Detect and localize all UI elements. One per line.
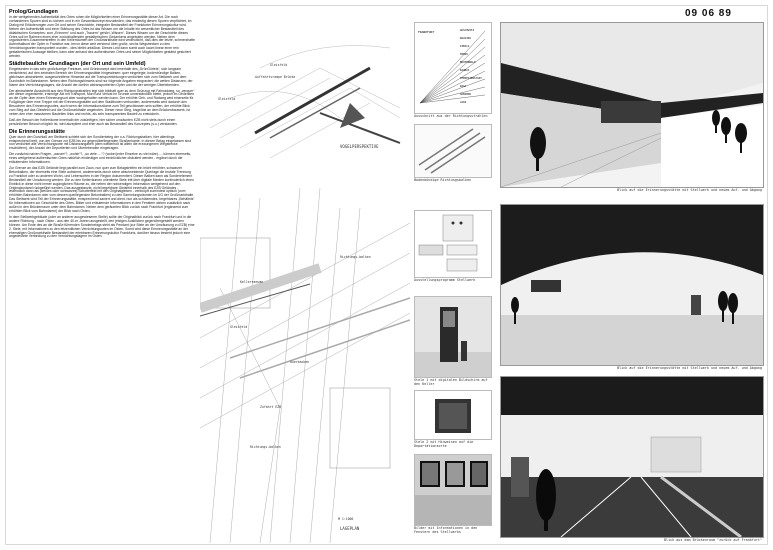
map-label-birdseye: VOGELPERSPEKTIVE xyxy=(340,144,379,149)
ray-destinations xyxy=(460,28,482,104)
section-body-urban-1: Eingebunden in das sehr großräumige Freiraum- und Grünkonzept wird innerhalb des „GrünGürtels“, sich langsam verdichtend, auf den zentralen Bereich der Erinnerungsstätte hingewiesen: quer eingelegte, bodenbündige Balken, gleichsam abstrahierte, ausgeschnittene Hinweise auf die Transportrichtungen verdichten sich zum Stellwerk und dem Durchstich im Bahndamm. Neben dem Richtungshinweis sind nur folgende Angaben eingraviert: die weiten Distanzen, der Name des Vernichtungslagers, die Anzahl der dorthin abtransportierten Opfer und die der wenigen Überlebenden. xyxy=(9,66,193,87)
render-view-1 xyxy=(500,22,764,188)
section-title-urban: Städtebauliche Grundlagen (der Ort und sein Umfeld) xyxy=(9,60,146,67)
render-3-image xyxy=(501,377,763,537)
render-2-image xyxy=(501,205,763,365)
site-plan-drawing xyxy=(200,8,410,543)
section-body-urban-3: Daß der Besuch der Kellerräume innerhalb der zukünftigen, hier sicher umzäunten EZB nicht stets durch einen persönlichen Besuch möglich ist, wird akzeptiert und eher auch als Bestandteil des Konzeptes (s.u.) verstanden. xyxy=(9,117,178,126)
caption-render-2: Blick auf die Erinnerungsstätte mit Stellwerk und neuem Auf- und Abgang xyxy=(617,366,762,370)
dest-4: MINSK xyxy=(460,53,468,56)
balken-diagram xyxy=(415,125,491,177)
render-view-3 xyxy=(500,376,764,538)
caption-balken: Bodenbündige Richtungsbalken xyxy=(414,178,472,182)
map-label-8: Auerbacken xyxy=(290,360,310,364)
birdseye-sketch xyxy=(210,46,400,159)
dest-5: BUCHENWALD xyxy=(460,61,476,64)
ray-lines xyxy=(420,31,485,103)
balken-stripes xyxy=(419,129,485,173)
image-windows xyxy=(414,454,492,526)
diagram-rays xyxy=(414,22,492,114)
dest-10: LODZ xyxy=(460,101,467,104)
map-label-2: Auffahrtsrampe Brücke xyxy=(255,75,296,79)
sheet-number: 09 06 89 xyxy=(685,8,732,19)
map-label-3: Gleisfeld xyxy=(218,97,236,101)
section-body-memorial-1: Quer durch den Durchlaß am Stellwerk schiebt sich der Sondierbeleg der o.a. Richtungsbalken, hier allerdings entsprechend breit, von der Grenze zur EZB bis zur gegenüberliegenden Straßenkante. In diesen Belag eingelassen sind nun verdichtet alle Vernichtungsorte mit Distanzangaben (dem wiederholt ist allein die erzwungenen Wegstrecke erschüttern), der Anzahl der Deportierten und Überlebenden eingetragen. xyxy=(9,134,192,151)
map-label-10: Richtungs-balken xyxy=(250,445,281,449)
image-stele-1 xyxy=(414,296,492,378)
dest-2: RAASIKU xyxy=(460,37,471,40)
map-label-lageplan: LAGEPLAN xyxy=(340,526,360,531)
caption-windows: Bilder mit Informationen in den Fenstern des Stellwerks xyxy=(414,526,478,534)
plan-lines xyxy=(200,188,410,543)
section-body-memorial-2: Die zunächst naiven Fragen, „warum“?, „wohin“?, „so viele.....“? (wobei jeder Einzelne zu viel wäre)..... können einerseits, eines weitgehend authentischen Ortes natürlich eindeutiger und eindrücklicher diskutiert werden - ergänzt durch die erläuternden Informationen. xyxy=(9,152,192,165)
caption-render-1: Blick auf die Erinnerungsstätte mit Stellwerk und neuem Auf- und Abgang xyxy=(617,188,762,192)
dest-3: IZBICA xyxy=(460,45,470,48)
caption-stele-2: Stele 2 mit Hinweisen auf die Deportationsorte xyxy=(414,440,474,448)
dest-8: RIGA xyxy=(460,85,467,88)
section-body-prolog: In der weitgehenden Authentizität des Ortes ruhen die Möglichkeiten einer Erinnerungsstätte dieser Art. Die noch vorhandenen Spuren sind zu sichern und in ein Gesamtkonzept einzubinden, das eindeutig diesen Spuren verpflichtet, im Dialog mit Erläuterungen zum Ort und seiner Geschichte, integraler Bestandteil der Frankfurter Erinnerungskultur wird. Neben der Authentizität und einer Stärkung des Ortes ist das Wissen um die Inhalte ein wesentlicher Bestandteil des didaktischen Konzeptes: zum „Erinnern“ und auch „Trauern“ gehört „Wissen“. Dieses Wissen um die Geschichte dieses Ortes soll im Rahmen eines eher zurückhaltenden gestalterischen Gedankens angeboten werden. Neben dem organisierten Zusammentreffen in den Kellerräumen der Großmarkthalle wird verdeutlicht, daß dies der letzte, schmerzhafte Aufenthaltsort der Opfer in Frankfurt war, bevor diese weit verstreut über große, sechs Wegstrecken zu den Vernichtungsorten transportiert wurden - dies bleibt unfaßbar. Dieses Leid kann somit auch kaum linear einer rein gestalterischen Aussage bleiben, kann aber anhand des authentischen Ortes und seiner Möglichkeiten gestärkt gesichert werden. xyxy=(9,15,195,59)
section-title-prolog: Prolog/Grundlagen xyxy=(9,9,58,15)
caption-render-3: Blick aus dem Brückenraum "zurück auf Frankfurt" xyxy=(664,538,762,542)
dest-6: KAUNAS xyxy=(460,69,470,72)
section-body-memorial-3: Zur Grenze an das EZB Gelände liegt parallel zum Zaun, nun quer zum Belagstreifen ein leicht erhöhter, schwarzer Betonbalken, der einerseits eine Stele aufnimmt, andererseits durch seine abschneidende Querlage die brutale Trennung zu Frankfurt oder zu anderen Wohn- und Lebensorten in der Region dokumentiert. Dieser Balken kann als Sonderelement Bestandteil der Umzäunung werden. Die zu den Kellerräumen orientierte Stele tritt über digitale Medien kontinuierlich einen Einblick in diese nicht immer zugänglichen Räume zu, die neben der notwendigen Information weitgehend auf den Originalzustand rückgeführt werden. Das ausgestanzte, nicht begehbare Gleisfeld innerhalb des EZB Geländes - letzendlich dann als (weißes oder schwarzes) Schotterfeld mit den Originalgleisen - verknüpft zumindest optisch (vom erhöhten Bahndamm oder vom dessen querliegenden Betonbalken) zu den Sammlungsräumen im UG der Großmarkthalle. Das Stellwerk wird Teil der Erinnerungsstätte, entsprechend saniert und dient, nun als schützendes, begehbares „Behältnis“ für Informationen zur Geschichte des Ortes. Bilder und erläuternde Informationen in den Fenstern wirken zusätzlich nach außen in den Brückenraum unter dem Bahndamm. Neben dem geräumten Blick zurück nach Frankfurt (ergänzend zum erhöhten Blick vom Bahndamm) der Blick nach Osten. xyxy=(9,166,195,213)
map-label-9: Zufahrt EZB xyxy=(260,405,282,409)
render-view-2 xyxy=(500,204,764,366)
site-plan xyxy=(200,8,410,543)
section-title-memorial: Die Erinnerungsstätte xyxy=(9,128,66,135)
map-label-5: Richtungs-balken xyxy=(340,255,371,259)
dest-7: THERESIENSTADT xyxy=(460,77,482,80)
diagram-program xyxy=(414,210,492,278)
rays-origin: FRANKFURT xyxy=(418,30,435,34)
program-diagram xyxy=(415,211,491,277)
section-body-memorial-4: In dem Stellwerkgebäude (oder an anderer ausgewiesener Stelle) sollte der Originalblick zurück nach Frankfurt und in die andere Richtung - nach Osten - aus den 40-er Jahren ausgestellt, den jetzigen Ausblicken gegenübergestellt werden können. Am Ende des an die Straße führenden Sonderbelags steht als Pendant (zur Stele an der Umzäunung zu EZB) eine 2. Stele, mit Informationen zu den letzendlichen Vernichtungsorten im Osten. Somit wird diese Erinnerungsstätte an der ehemaligen Großmarkthalle Bestandteil der erlebbaren Erinnerungskultur Frankfurts, darüber hinaus besteht jedoch eine angedeutete Verbindung zu den Vernichtungslagern im Osten. xyxy=(9,214,195,239)
render-1-image xyxy=(501,23,763,187)
section-body-urban-2: Der abstrahierte Ausschnitt aus den Richtungsstrahlen legt sich bildhaft quer zu dem Grünzug mit Fahrradweg, so „verquer“ wie dieser organisierte, irrsinnige Akt mit Transport, Mord und Verlust im Grunde unverständlich bleibt, jedoch im Gedenken an die Opfer über einen Erinnerungsort aber wachgehalten werden kann. Der erhöhte Geh- und Radweg wird einerseits für Fußgänger über eine Treppe mit der Erinnerungsstätte auf dem Stadtboden verbunden, andererseits wird dadurch den Besuchern des Erinnerungsortes, auch wenn die Informationsräume zum Teil geschlossen sein sollten, der erhöhte Blick vom Steg auf das Gleisfeld und die Großmarkthalle angeboten. Dieser neue Steg, losgelöst an dem Brückenbauwerk, ist neben den eher massiveren Bauteilen links und rechts, als sehr transparentes Bauteil zu entwickeln. xyxy=(9,88,195,116)
caption-rays: Ausschnitt aus der Richtungsstrahlen xyxy=(414,114,488,118)
windows-picture xyxy=(415,455,491,525)
caption-program: Ausstellungsprogramm Stellwerk xyxy=(414,278,476,282)
stele1-picture xyxy=(415,297,491,377)
stele2-diagram xyxy=(415,391,491,439)
rays-diagram xyxy=(415,23,491,113)
text-column xyxy=(9,9,195,241)
diagram-balken xyxy=(414,124,492,178)
dest-1: AUSCHWITZ xyxy=(460,29,475,32)
dest-9: SOBIBOR xyxy=(460,93,471,96)
map-label-1: Gleisfeld xyxy=(270,63,288,67)
caption-stele-1: Stele 1 mit digitalen Bildschirm auf den Keller xyxy=(414,378,488,386)
map-label-scale: M 1:1000 xyxy=(338,517,354,521)
diagram-stele-2 xyxy=(414,390,492,440)
map-label-7: Gleisfeld xyxy=(230,325,248,329)
map-label-6: Kellerraeume xyxy=(240,280,264,284)
